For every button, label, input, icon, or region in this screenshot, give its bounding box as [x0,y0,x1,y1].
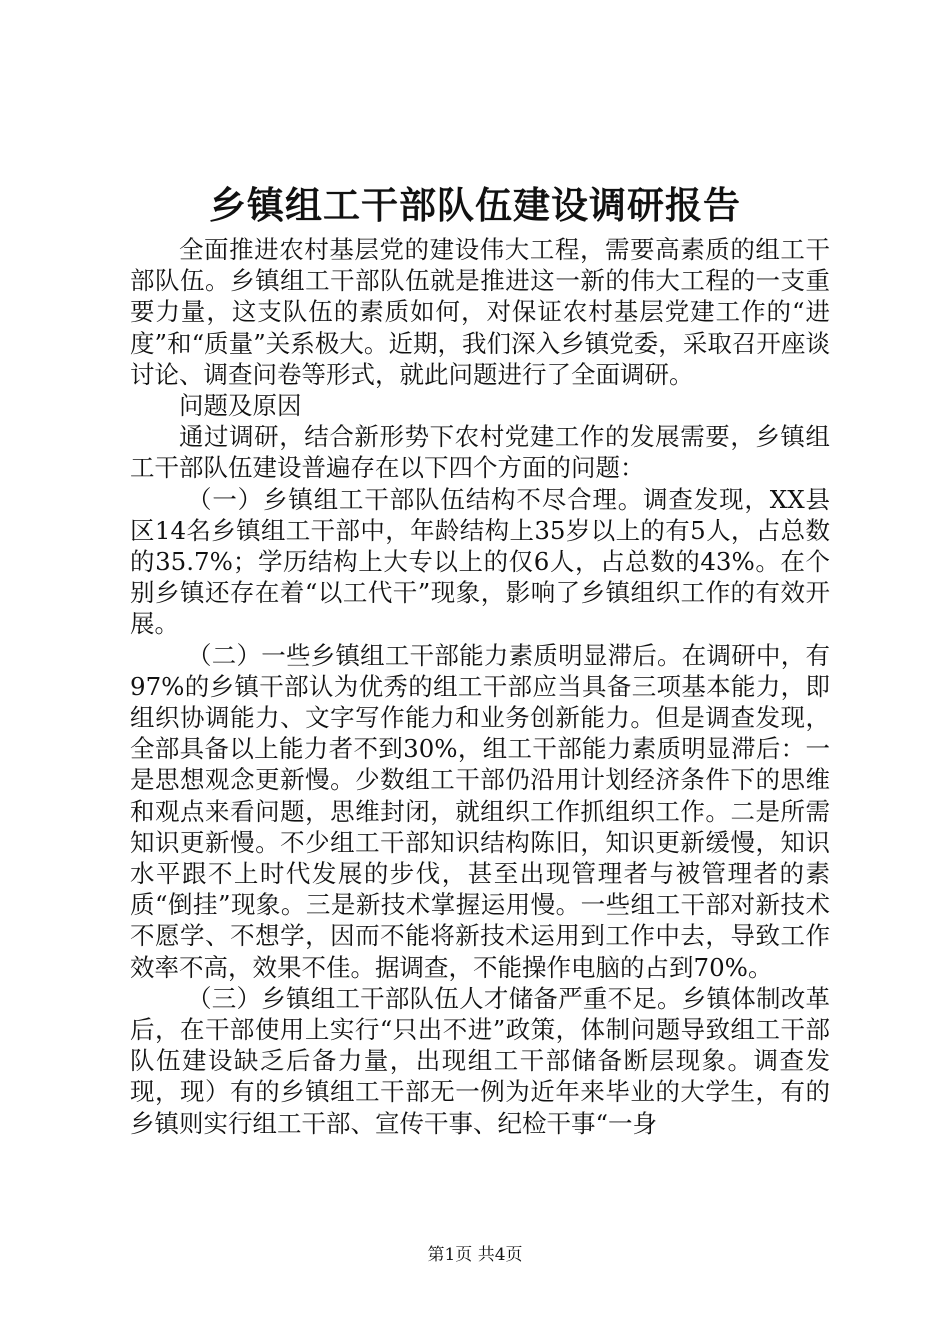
page-number-footer: 第1页 共4页 [427,1245,523,1265]
document-title: 乡镇组工干部队伍建设调研报告 [209,183,741,227]
document-body [130,234,830,1139]
issue-two-paragraph: （二）一些乡镇组工干部能力素质明显滞后。在调研中，有97%的乡镇干部认为优秀的组工干部应当具备三项基本能力，即组织协调能力、文字写作能力和业务创新能力。但是调查发现，全部具备以上能力者不到30%，组工干部能力素质明显滞后：一是思想观念更新慢。少数组工干部仍沿用计划经济条件下的思维和观点来看问题，思维封闭，就组织工作抓组织工作。二是所需知识更新慢。不少组工干部知识结构陈旧，知识更新缓慢，知识水平跟不上时代发展的步伐，甚至出现管理者与被管理者的素质“倒挂”现象。三是新技术掌握运用慢。一些组工干部对新技术不愿学、不想学，因而不能将新技术运用到工作中去，导致工作效率不高，效果不佳。据调查，不能操作电脑的占到70%。 [130,640,830,982]
issue-one-paragraph: （一）乡镇组工干部队伍结构不尽合理。调查发现，XX县区14名乡镇组工干部中，年龄结构上35岁以上的有5人，占总数的35.7%；学历结构上大专以上的仅6人，占总数的43%。在个别乡镇还存在着“以工代干”现象，影响了乡镇组织工作的有效开展。 [130,484,830,639]
section-heading: 问题及原因 [179,391,302,421]
intro-paragraph: 全面推进农村基层党的建设伟大工程，需要高素质的组工干部队伍。乡镇组工干部队伍就是推进这一新的伟大工程的一支重要力量，这支队伍的素质如何，对保证农村基层党建工作的“进度”和“质量”关系极大。近期，我们深入乡镇党委，采取召开座谈讨论、调查问卷等形式，就此问题进行了全面调研。 [130,235,830,389]
issue-three-paragraph: （三）乡镇组工干部队伍人才储备严重不足。乡镇体制改革后，在干部使用上实行“只出不进”政策，体制问题导致组工干部队伍建设缺乏后备力量，出现组工干部储备断层现象。调查发现，现）有的乡镇组工干部无一例为近年来毕业的大学生，有的乡镇则实行组工干部、宣传干事、纪检干事“一身 [130,983,830,1138]
summary-paragraph: 通过调研，结合新形势下农村党建工作的发展需要，乡镇组工干部队伍建设普遍存在以下四个方面的问题： [130,422,830,483]
